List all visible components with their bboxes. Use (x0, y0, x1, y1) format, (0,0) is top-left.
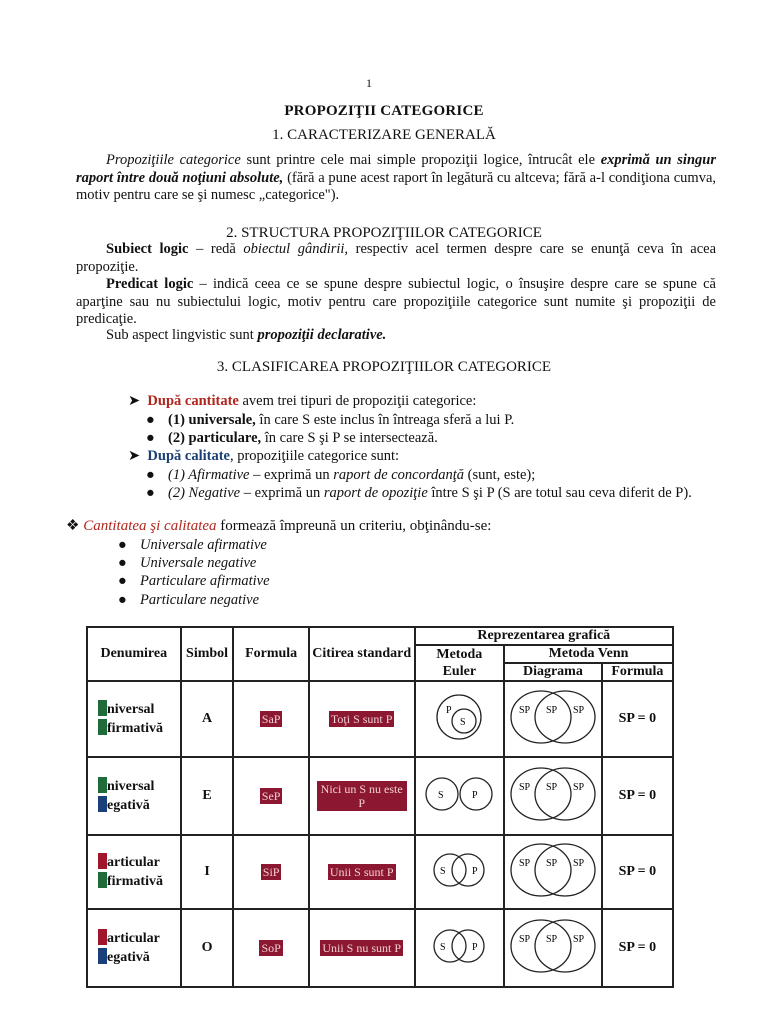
propositions-table (86, 626, 674, 988)
predicate-text: – indică ceea ce se spune despre subiectul logic, o însuşire despre care se spune că aparţine sau nu subiectului logic, motiv pentru care propoziţiile categorice sunt numite şi propoziţii de predicaţie. (76, 276, 716, 327)
bullet-icon: ● (146, 485, 155, 501)
euler-label-p: P (446, 704, 452, 716)
cell-symbol: O (181, 909, 234, 987)
combo-item: Universale afirmative (140, 537, 267, 553)
q1-text: în care S este inclus în întreaga sferă a lui P. (255, 412, 515, 428)
arrow-bullet-icon: ➤ (128, 448, 141, 464)
venn-label-sp-right: SP (572, 857, 585, 869)
bullet-icon: ● (118, 537, 127, 553)
venn-label-sp-left: SP (518, 857, 531, 869)
venn-label-sp-mid: SP (545, 933, 558, 945)
header-euler-a: Metoda (436, 647, 483, 662)
ling-text: Sub aspect lingvistic sunt (106, 327, 258, 343)
header-euler-b: Euler (442, 664, 477, 679)
formula-highlight: SeP (261, 788, 281, 803)
q2-text: în care S şi P se intersectează. (261, 430, 438, 446)
cell-venn-formula: SP = 0 (602, 835, 673, 909)
euler-label-s: S (460, 716, 466, 728)
header-venn: Metoda Venn (504, 645, 673, 663)
name-line2: firmativă (107, 721, 163, 736)
bullet-icon: ● (146, 430, 155, 446)
header-formula: Formula (233, 627, 308, 681)
venn-diagram (507, 917, 599, 975)
ling-emphasis: propoziţii declarative. (257, 327, 387, 343)
diamond-bullet-icon: ❖ (66, 518, 80, 534)
venn-diagram (507, 841, 599, 899)
highlight-mark (98, 777, 107, 793)
name-line2: egativă (107, 798, 150, 813)
quantity-label: După cantitate (147, 393, 239, 409)
header-reading: Citirea standard (309, 627, 415, 681)
combo-item: Particulare negative (140, 592, 260, 608)
subject-paragraph (76, 241, 716, 276)
cell-venn-formula: SP = 0 (602, 681, 673, 757)
header-euler (415, 645, 505, 681)
euler-overlap-diagram (424, 846, 494, 894)
p1-text-a: sunt printre cele mai simple propoziţii logice, întrucât ele (240, 152, 601, 168)
bullet-icon: ● (118, 573, 127, 589)
cell-reading (309, 909, 415, 987)
subject-text-a: – redă (188, 241, 244, 257)
c1-italic: raport de concordanţă (333, 467, 465, 483)
highlight-mark (98, 872, 107, 888)
list-item (146, 429, 438, 447)
page-title: PROPOZIŢII CATEGORICE (284, 103, 484, 119)
name-line1: articular (107, 855, 160, 870)
quantity-text: avem trei tipuri de propoziţii categorice: (238, 393, 477, 409)
subject-italic: obiectul gândirii, (243, 241, 349, 257)
predicate-label: Predicat logic (106, 276, 194, 292)
cell-venn-diagram (504, 757, 602, 835)
header-diagram: Diagrama (504, 663, 602, 681)
highlight-mark (98, 796, 107, 812)
c2-text-a: – exprimă un (240, 485, 324, 501)
header-venn-formula: Formula (602, 663, 673, 681)
combo-item: Universale negative (140, 555, 257, 571)
bullet-icon: ● (118, 555, 127, 571)
cell-venn-formula: SP = 0 (602, 909, 673, 987)
q1-label: (1) universale, (168, 412, 256, 428)
predicate-paragraph (76, 276, 716, 329)
quantity-line (128, 392, 476, 410)
header-name: Denumirea (87, 627, 181, 681)
cell-reading (309, 681, 415, 757)
cell-venn-diagram (504, 909, 602, 987)
cell-formula (233, 757, 308, 835)
combo-label: Cantitatea şi calitatea (83, 518, 217, 534)
c2-label: (2) Negative (168, 485, 241, 501)
reading-highlight: Unii S nu sunt P (322, 940, 401, 955)
name-line1: niversal (107, 779, 155, 794)
formula-highlight: SaP (261, 711, 281, 726)
venn-diagram (507, 765, 599, 823)
reading-highlight: Unii S sunt P (329, 864, 394, 879)
c1-text-b: (sunt, este); (464, 467, 536, 483)
reading-highlight: Toţi S sunt P (330, 711, 393, 726)
c2-text-b: între S şi P (S are totul sau ceva diferit de P). (427, 485, 692, 501)
quality-label: După calitate (147, 448, 230, 464)
cell-formula (233, 681, 308, 757)
venn-label-sp-right: SP (572, 933, 585, 945)
subject-text-b: respectiv acel termen despre care se enunţă ceva în acea propoziţie. (76, 241, 717, 275)
cell-reading (309, 757, 415, 835)
euler-inclusion-diagram (426, 693, 492, 741)
name-line1: articular (107, 931, 160, 946)
cell-euler (415, 835, 505, 909)
header-graphic: Reprezentarea grafică (415, 627, 673, 645)
c2-italic: raport de opoziţie (323, 485, 428, 501)
euler-separate-diagram (424, 770, 494, 818)
cell-formula (233, 909, 308, 987)
subject-label: Subiect logic (106, 241, 189, 257)
venn-label-sp-left: SP (518, 704, 531, 716)
venn-label-sp-mid: SP (545, 781, 558, 793)
combo-line (66, 517, 491, 535)
cell-symbol: I (181, 835, 234, 909)
cell-name (87, 909, 181, 987)
list-item (118, 554, 256, 572)
quality-text: , propoziţiile categorice sunt: (229, 448, 400, 464)
p1-emphasis: exprimă un singur raport între două noţiuni absolute, (76, 152, 716, 186)
bullet-icon: ● (146, 467, 155, 483)
combo-item: Particulare afirmative (140, 573, 270, 589)
c1-label: (1) Afirmative (168, 467, 250, 483)
venn-label-sp-mid: SP (545, 704, 558, 716)
header-symbol: Simbol (181, 627, 234, 681)
formula-highlight: SoP (261, 940, 281, 955)
venn-label-sp-right: SP (572, 781, 585, 793)
p1-text-b: (fără a pune acest raport în legătură cu altceva; fără a-l condiţiona cumva, motiv pentru care se şi numesc „categorice"). (76, 169, 717, 203)
name-line2: firmativă (107, 874, 163, 889)
cell-euler (415, 909, 505, 987)
table-row (87, 681, 673, 757)
list-item (118, 591, 259, 609)
venn-label-sp-left: SP (518, 781, 531, 793)
list-item (146, 466, 535, 484)
venn-label-sp-right: SP (572, 704, 585, 716)
highlight-mark (98, 700, 107, 716)
cell-euler (415, 757, 505, 835)
euler-label-p: P (472, 789, 478, 801)
highlight-mark (98, 853, 107, 869)
section-1-paragraph (76, 152, 716, 205)
venn-label-sp-left: SP (518, 933, 531, 945)
arrow-bullet-icon: ➤ (128, 393, 141, 409)
formula-highlight: SiP (262, 864, 280, 879)
quality-line (128, 447, 399, 465)
highlight-mark (98, 948, 107, 964)
table-row (87, 909, 673, 987)
combo-text: formează împreună un criteriu, obţinându-se: (216, 518, 492, 534)
reading-highlight: Nici un S nu este P (317, 781, 407, 811)
highlight-mark (98, 719, 107, 735)
q2-label: (2) particulare, (168, 430, 262, 446)
table-row (87, 757, 673, 835)
section-heading-3: 3. CLASIFICAREA PROPOZIŢIILOR CATEGORICE (216, 359, 552, 375)
page-number: 1 (366, 76, 372, 90)
name-line1: niversal (107, 702, 155, 717)
venn-label-sp-mid: SP (545, 857, 558, 869)
linguistic-paragraph (76, 327, 716, 345)
cell-reading (309, 835, 415, 909)
euler-overlap-diagram (424, 922, 494, 970)
euler-label-s: S (440, 865, 446, 877)
highlight-mark (98, 929, 107, 945)
cell-euler (415, 681, 505, 757)
list-item (118, 536, 267, 554)
cell-formula (233, 835, 308, 909)
euler-label-p: P (472, 941, 478, 953)
euler-label-p: P (472, 865, 478, 877)
cell-name (87, 681, 181, 757)
bullet-icon: ● (146, 412, 155, 428)
c1-text-a: – exprimă un (249, 467, 334, 483)
venn-diagram (507, 688, 599, 746)
list-item (146, 411, 514, 429)
euler-label-s: S (438, 789, 444, 801)
cell-symbol: E (181, 757, 234, 835)
section-heading-2: 2. STRUCTURA PROPOZIŢIILOR CATEGORICE (226, 225, 542, 241)
bullet-icon: ● (118, 592, 127, 608)
name-line2: egativă (107, 950, 150, 965)
table-row (87, 835, 673, 909)
list-item (146, 484, 692, 502)
cell-name (87, 835, 181, 909)
euler-label-s: S (440, 941, 446, 953)
term-propozitii: Propoziţiile categorice (106, 152, 241, 168)
list-item (118, 572, 270, 590)
section-heading-1: 1. CARACTERIZARE GENERALĂ (272, 127, 496, 143)
cell-name (87, 757, 181, 835)
cell-venn-formula: SP = 0 (602, 757, 673, 835)
cell-symbol: A (181, 681, 234, 757)
cell-venn-diagram (504, 681, 602, 757)
cell-venn-diagram (504, 835, 602, 909)
